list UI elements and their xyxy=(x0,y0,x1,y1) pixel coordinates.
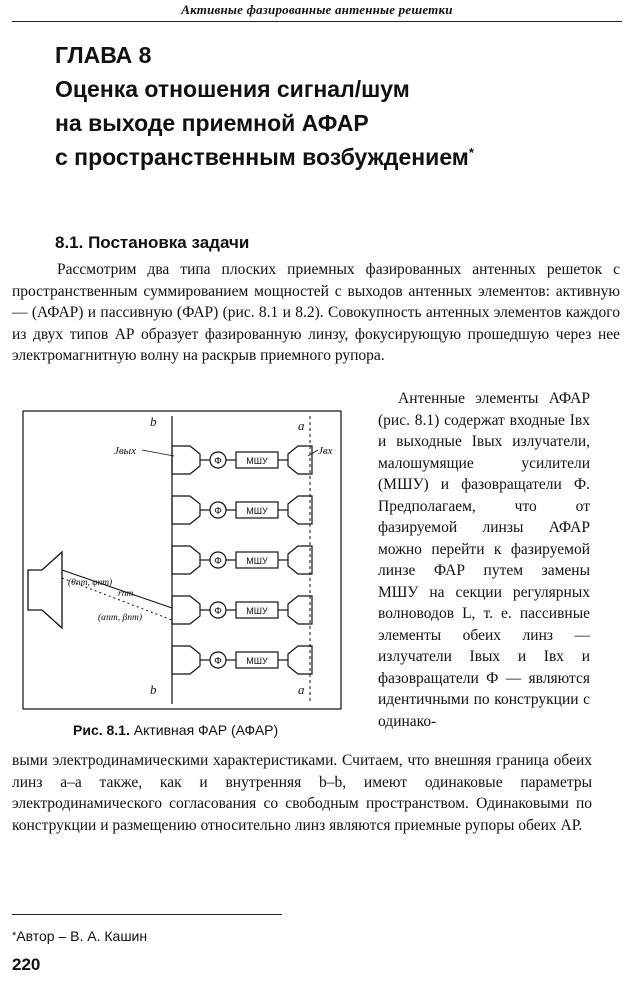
input-radiator xyxy=(288,446,312,474)
paragraph-intro: Рассмотрим два типа плоских приемных фазированных антенных решеток с пространственным суммированием мощностей с выходов антенных элементов: активную — (АФАР) и пассивную (ФАР) (рис. 8.1 и 8.2). Совокупность антенных элементов каждого из двух типов АР образует фазированную линзу, фокусирующую прошедшую через нее электромагнитную волну на раскрыв приемного рупора. xyxy=(12,261,620,364)
antenna-element-row xyxy=(172,646,312,674)
figure-afar-diagram xyxy=(22,410,342,716)
footnote-star: * xyxy=(12,930,17,942)
antenna-element-row xyxy=(172,446,312,474)
footnote xyxy=(12,927,147,945)
footnote-rule xyxy=(12,914,282,915)
section-heading: 8.1. Постановка задачи xyxy=(55,233,250,252)
paragraph-elements: Антенные элементы АФАР (рис. 8.1) содержат входные Iвх и выходные Iвых излучатели, малошумящие усилители (МШУ) и фазовращатели Ф. Предполагаем, что от фазируемой линзы АФАР можно перейти к фазируемой линзе ФАР путем замены МШУ на секции регулярных волноводов L, т. е. пассивные элементы обеих линз — излучатели Iвых и Iвх и фазовращатели Ф — являются идентичными по конструкции с одинако- xyxy=(378,390,590,730)
label-a-top: a xyxy=(298,418,305,433)
chapter-title-line: на выходе приемной АФАР xyxy=(55,110,369,136)
svg-text:МШУ: МШУ xyxy=(246,606,268,616)
label-a-bottom: a xyxy=(298,682,305,697)
figure-frame xyxy=(23,411,341,709)
svg-text:МШУ: МШУ xyxy=(246,656,268,666)
label-b-bottom: b xyxy=(150,682,157,697)
svg-text:Ф: Ф xyxy=(214,606,222,617)
label-r-nm: rnm xyxy=(118,589,134,599)
antenna-element-row xyxy=(172,546,312,574)
chapter-number: ГЛАВА 8 xyxy=(55,42,152,68)
pointer-j-out xyxy=(142,450,174,456)
caption-number: Рис. 8.1. xyxy=(73,722,130,738)
svg-text:МШУ: МШУ xyxy=(246,456,268,466)
receiving-horn xyxy=(28,552,62,628)
paragraph-continuation: выми электродинамическими характеристиками. Считаем, что внешняя граница обеих линз а–а также, как и внутренняя b–b, имеют одинаковые параметры электродинамического согласования со свободным пространством. Одинаковыми по конструкции и размещению относительно линз являются приемные рупоры обеих АР. xyxy=(12,752,592,834)
output-radiator xyxy=(172,446,200,474)
figure-caption xyxy=(73,720,278,740)
chapter-title-line: с пространственным возбуждением* xyxy=(55,144,474,170)
footnote-text: Автор – В. А. Кашин xyxy=(16,928,148,944)
svg-text:Ф: Ф xyxy=(214,456,222,467)
chapter-title-line: Оценка отношения сигнал/шум xyxy=(55,76,410,102)
antenna-element-row xyxy=(172,496,312,524)
svg-text:Ф: Ф xyxy=(214,556,222,567)
label-b-top: b xyxy=(150,414,157,429)
label-alpha-beta: (αnm, βnm) xyxy=(98,613,143,623)
antenna-element-row xyxy=(172,596,312,624)
chapter-title xyxy=(55,38,615,174)
svg-text:МШУ: МШУ xyxy=(246,556,268,566)
header-rule xyxy=(12,21,622,22)
footnote-mark: * xyxy=(468,145,474,160)
label-j-out: Jвых xyxy=(114,445,136,457)
running-header: Активные фазированные антенные решетки xyxy=(181,2,453,17)
svg-text:Ф: Ф xyxy=(214,506,222,517)
label-theta-phi: (θnm, φnm) xyxy=(68,578,113,588)
afar-diagram xyxy=(22,410,342,716)
svg-text:Ф: Ф xyxy=(214,656,222,667)
svg-text:МШУ: МШУ xyxy=(246,506,268,516)
page-number: 220 xyxy=(12,955,41,974)
caption-text: Активная ФАР (АФАР) xyxy=(133,722,279,738)
label-j-in: Jвх xyxy=(318,445,333,457)
ray-line xyxy=(62,570,172,608)
